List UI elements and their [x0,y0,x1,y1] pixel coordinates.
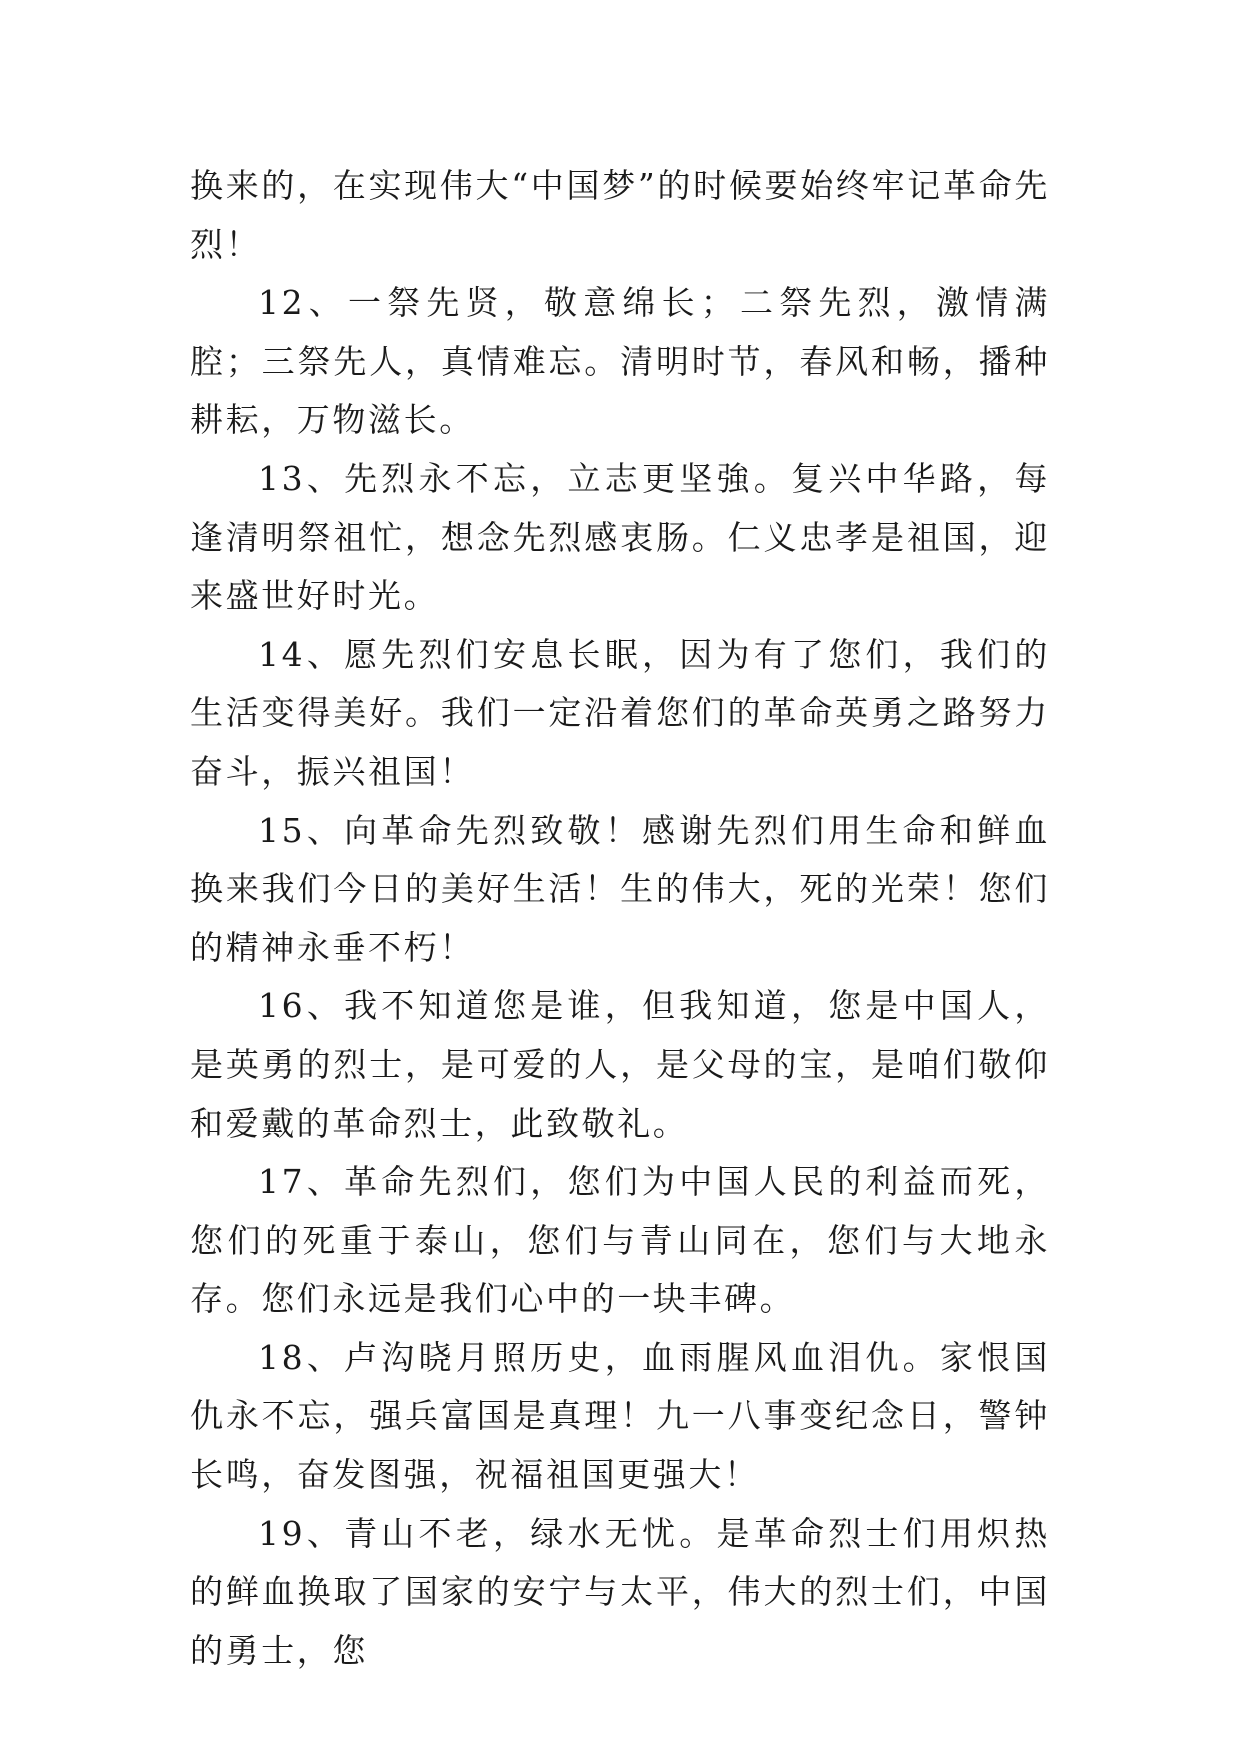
paragraph-18: 18、卢沟晓月照历史，血雨腥风血泪仇。家恨国仇永不忘，强兵富国是真理！九一八事变纪念日，警钟长鸣，奋发图强，祝福祖国更强大！ [190,1337,1050,1495]
document-body [190,157,1050,1680]
paragraph-17: 17、革命先烈们，您们为中国人民的利益而死，您们的死重于泰山，您们与青山同在，您们与大地永存。您们永远是我们心中的一块丰碑。 [190,1162,1050,1319]
paragraph-16: 16、我不知道您是谁，但我知道，您是中国人，是英勇的烈士，是可爱的人，是父母的宝，是咱们敬仰和爱戴的革命烈士，此致敬礼。 [190,986,1050,1143]
paragraph-14: 14、愿先烈们安息长眠，因为有了您们，我们的生活变得美好。我们一定沿着您们的革命英勇之路努力奋斗，振兴祖国！ [190,634,1050,791]
paragraph-15: 15、向革命先烈致敬！感谢先烈们用生命和鲜血换来我们今日的美好生活！生的伟大，死的光荣！您们的精神永垂不朽！ [190,810,1050,967]
paragraph-continuation: 换来的，在实现伟大“中国梦”的时候要始终牢记革命先烈！ [190,166,1050,264]
paragraph-12: 12、一祭先贤，敬意绵长；二祭先烈，激情满腔；三祭先人，真情难忘。清明时节，春风和畅，播种耕耘，万物滋长。 [190,283,1050,440]
paragraph-19: 19、青山不老，绿水无忧。是革命烈士们用炽热的鲜血换取了国家的安宁与太平，伟大的烈士们，中国的勇士，您 [190,1513,1050,1670]
paragraph-13: 13、先烈永不忘，立志更坚強。复兴中华路，每逢清明祭祖忙，想念先烈感衷肠。仁义忠孝是祖国，迎来盛世好时光。 [190,458,1050,616]
